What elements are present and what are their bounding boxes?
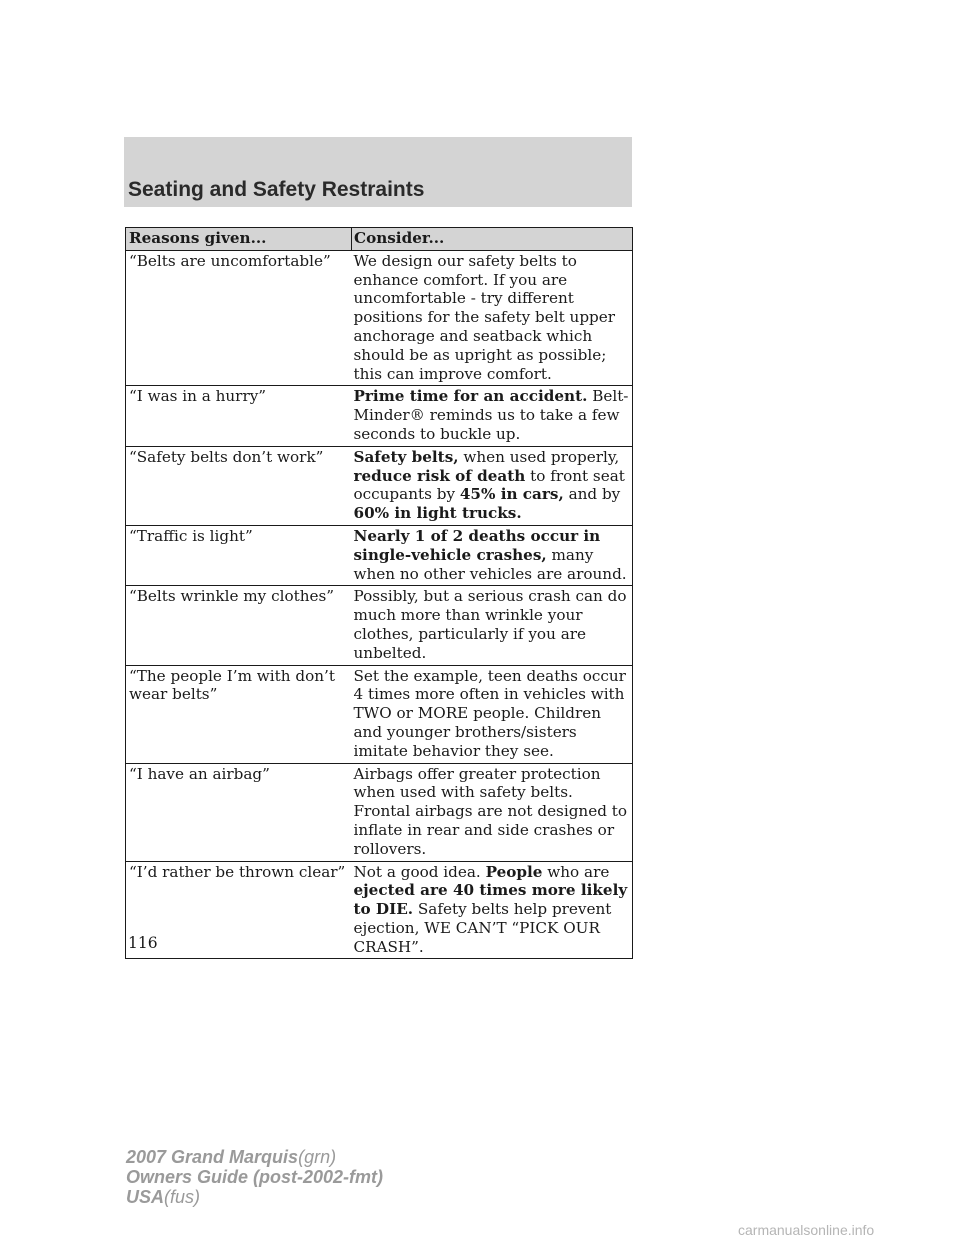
- reason-cell: “Traffic is light”: [126, 525, 352, 585]
- section-title: Seating and Safety Restraints: [128, 178, 425, 201]
- emphasis-text: ejected are 40 times more likely to DIE.: [353, 881, 628, 919]
- table-body: [126, 250, 633, 959]
- body-text: Possibly, but a serious crash can do much more than wrinkle your clothes, particularly if you are unbelted.: [353, 587, 627, 662]
- page-number: 116: [128, 934, 158, 952]
- emphasis-text: reduce risk of death: [353, 466, 526, 485]
- table-row: [126, 861, 633, 959]
- reason-cell: “Belts are uncomfortable”: [126, 250, 352, 386]
- body-text: Safety belts help prevent ejection, WE CAN’T “PICK OUR CRASH”.: [353, 900, 612, 956]
- watermark: carmanualsonline.info: [738, 1222, 875, 1238]
- body-text: Airbags offer greater protection when used with safety belts. Frontal airbags are not designed to inflate in rear and side crashes or rollovers.: [353, 764, 627, 858]
- emphasis-text: 45% in cars,: [459, 485, 564, 504]
- reason-cell: “I’d rather be thrown clear”: [126, 861, 352, 959]
- consider-cell: [352, 861, 633, 959]
- body-text: many when no other vehicles are around.: [353, 545, 627, 583]
- consider-cell: [352, 250, 633, 386]
- consider-cell: [352, 586, 633, 665]
- body-text: to front seat occupants by: [353, 466, 625, 504]
- table-row: [126, 586, 633, 665]
- body-text: and by: [563, 485, 621, 504]
- emphasis-text: 60% in light trucks.: [353, 504, 522, 523]
- consider-cell: [352, 446, 633, 525]
- reason-cell: “I was in a hurry”: [126, 386, 352, 446]
- body-text: Not a good idea.: [353, 862, 486, 881]
- reason-cell: “Safety belts don’t work”: [126, 446, 352, 525]
- body-text: when used properly,: [458, 447, 620, 466]
- emphasis-text: Nearly 1 of 2 deaths occur in single-vehicle crashes,: [353, 526, 601, 564]
- table-row: [126, 525, 633, 585]
- body-text: who are: [542, 862, 610, 881]
- emphasis-text: Safety belts,: [353, 447, 459, 466]
- column-header-consider: Consider...: [352, 228, 633, 251]
- table-row: [126, 446, 633, 525]
- emphasis-text: Prime time for an accident.: [353, 387, 588, 406]
- body-text: Set the example, teen deaths occur 4 times more often in vehicles with TWO or MORE people. Children and younger brothers/sisters imitate behavior they see.: [353, 666, 626, 760]
- consider-cell: [352, 763, 633, 861]
- body-text: We design our safety belts to enhance comfort. If you are uncomfortable - try different positions for the safety belt upper anchorage and seatback which should be as upright as possible; this can improve comfort.: [353, 251, 616, 383]
- consider-cell: [352, 665, 633, 763]
- body-text: Belt-Minder® reminds us to take a few seconds to buckle up.: [353, 387, 629, 443]
- table-header-row: [126, 228, 633, 251]
- reasons-table: [125, 227, 633, 959]
- table-row: [126, 250, 633, 386]
- footer-line-market: USA(fus): [126, 1187, 201, 1207]
- document-footer: [126, 1147, 383, 1207]
- column-header-reasons: Reasons given...: [126, 228, 352, 251]
- emphasis-text: People: [485, 862, 543, 881]
- reason-cell: “Belts wrinkle my clothes”: [126, 586, 352, 665]
- table-row: [126, 386, 633, 446]
- footer-line-model: 2007 Grand Marquis(grn): [126, 1147, 337, 1167]
- consider-cell: [352, 386, 633, 446]
- reason-cell: “I have an airbag”: [126, 763, 352, 861]
- reason-cell: “The people I’m with don’t wear belts”: [126, 665, 352, 763]
- table-row: [126, 763, 633, 861]
- consider-cell: [352, 525, 633, 585]
- table-row: [126, 665, 633, 763]
- footer-line-guide: Owners Guide (post-2002-fmt): [126, 1167, 384, 1187]
